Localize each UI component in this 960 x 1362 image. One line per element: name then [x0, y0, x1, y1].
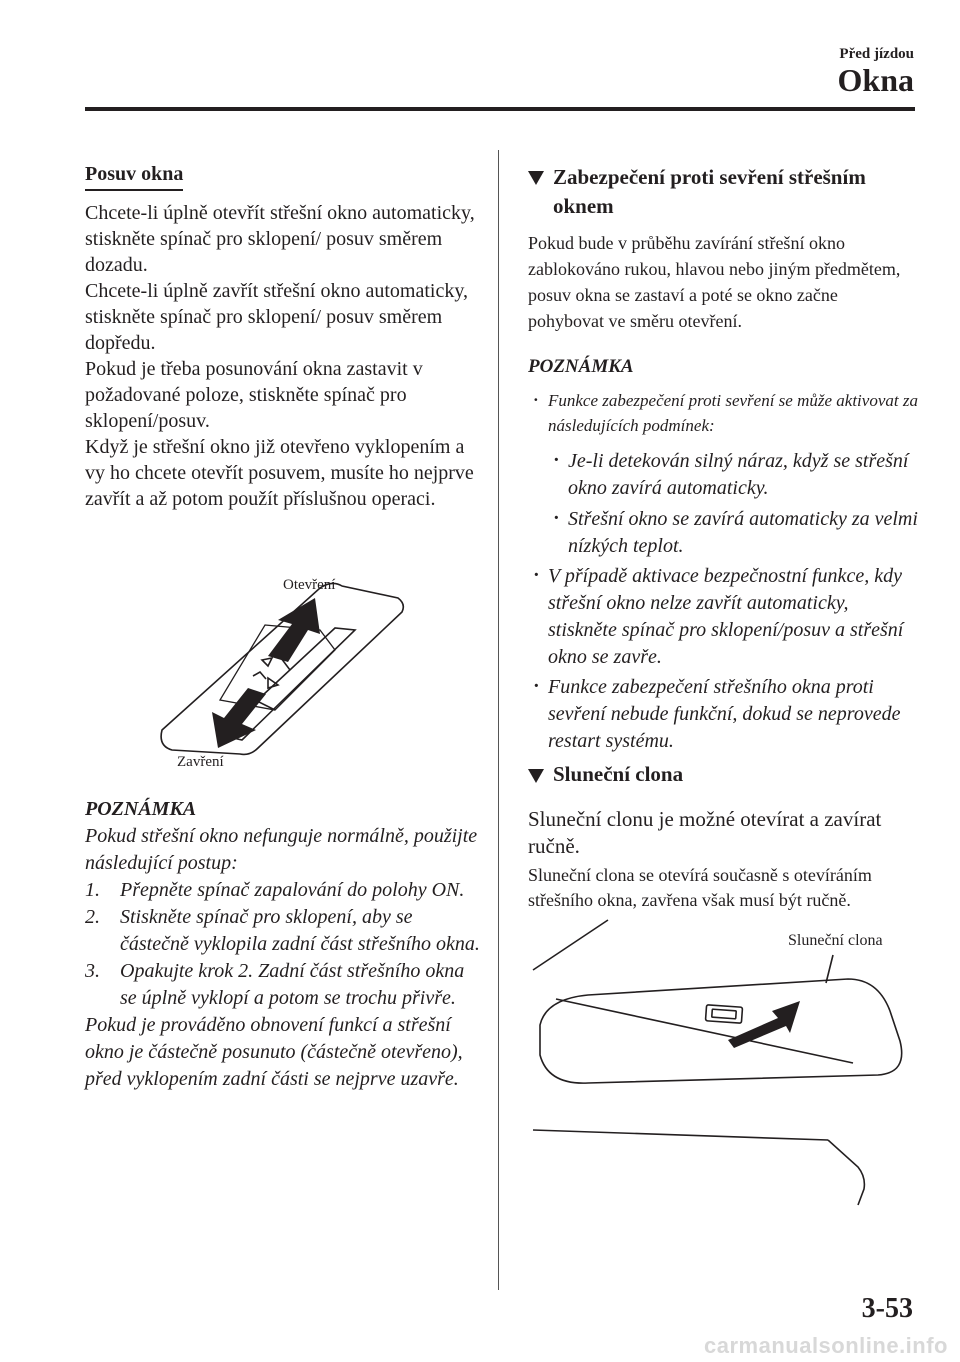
section-heading-sunshade: Sluneční clona: [528, 762, 683, 787]
left-body-text: [85, 200, 485, 512]
small-triangle-icon: [262, 658, 272, 666]
console-line: [533, 1130, 828, 1140]
sunshade-handle-inner: [712, 1009, 736, 1019]
note-manual-reset: [85, 796, 485, 1093]
paragraph-stop: Pokud je třeba posunování okna zastavit v požadované poloze, stiskněte spínač pro sklopení/posuv.: [85, 358, 423, 432]
open-arrow-icon: [268, 598, 320, 662]
console-curve: [828, 1140, 864, 1205]
figure-label-open: Otevření: [283, 577, 336, 593]
anti-pinch-paragraph: Pokud bude v průběhu zavírání střešní okno zablokováno rukou, hlavou nebo jiným předmětem, posuv okna se zastaví a poté se okno začne pohybovat ve směru otevření.: [528, 233, 901, 331]
section-heading-anti-pinch: Zabezpečení proti sevření střešním oknem: [528, 163, 918, 221]
figure-label-sunshade: Sluneční clona: [788, 932, 883, 949]
tilt-symbol-icon: [268, 678, 278, 688]
sub-bullet-item: · Je-li detekován silný náraz, když se střešní okno zavírá automaticky.: [548, 448, 918, 502]
running-header-section: Před jízdou: [839, 46, 914, 62]
bullet-item: · Funkce zabezpečení proti sevření se může aktivovat za následujících podmínek:: [528, 388, 918, 438]
running-header-title: Okna: [837, 62, 914, 98]
paragraph-open: Chcete-li úplně otevřít střešní okno automaticky, stiskněte spínač pro sklopení/ posuv směrem dozadu.: [85, 202, 475, 276]
note-step: 1. Přepněte spínač zapalování do polohy ON.: [85, 879, 465, 901]
figure-label-close: Zavření: [177, 754, 224, 770]
header-rule: [85, 107, 915, 111]
switch-panel-outline: [161, 583, 403, 754]
triangle-marker-icon: [528, 171, 544, 185]
note-intro: Pokud střešní okno nefunguje normálně, použijte následující postup:: [85, 825, 478, 874]
page-number: 3-53: [861, 1293, 913, 1324]
note-anti-pinch: [528, 353, 918, 755]
label-leader-line: [826, 955, 833, 983]
note-step: 3. Opakujte krok 2. Zadní část střešního okna se úplně vyklopí a potom se trochu přivře.: [85, 960, 465, 1009]
sunshade-paragraph: Sluneční clonu je možné otevírat a zavírat ručně.: [528, 807, 882, 858]
bullet-item: · Funkce zabezpečení střešního okna proti sevření nebude funkční, dokud se neprovede restart systému.: [528, 674, 918, 755]
sub-bullet-item: · Střešní okno se zavírá automaticky za velmi nízkých teplot.: [548, 506, 918, 560]
note-outro: Pokud je prováděno obnovení funkcí a střešní okno je částečně posunuto (částečně otevřeno), před vyklopením zadní části se nejprve uzavře.: [85, 1014, 463, 1090]
note-title: POZNÁMKA: [528, 356, 634, 377]
slide-arrow-icon: [728, 1001, 800, 1048]
sunroof-switch-illustration: [150, 580, 420, 760]
roof-symbol-icon: [253, 672, 266, 679]
note-title: POZNÁMKA: [85, 798, 197, 820]
headliner-outline: [540, 979, 902, 1083]
switch-body: [220, 625, 335, 710]
sunshade-handle: [705, 1005, 742, 1023]
roof-line-top: [533, 920, 608, 970]
column-divider: [498, 150, 499, 1290]
subheading-posuv-okna: Posuv okna: [85, 163, 183, 191]
sunshade-edge-line: [556, 999, 853, 1063]
paragraph-close: Chcete-li úplně zavřít střešní okno automaticky, stiskněte spínač pro sklopení/ posuv směrem dopředu.: [85, 280, 469, 354]
bullet-item: · V případě aktivace bezpečnostní funkce, kdy střešní okno nelze zavřít automaticky, stiskněte spínač pro sklopení/posuv a střešní okno se zavře.: [528, 563, 918, 671]
note-step: 2. Stiskněte spínač pro sklopení, aby se částečně vyklopila zadní část střešního okna.: [85, 906, 480, 955]
note-steps: [85, 877, 485, 1012]
sunshade-illustration: [528, 915, 918, 1210]
triangle-marker-icon: [528, 769, 544, 783]
watermark: carmanualsonline.info: [704, 1333, 948, 1358]
paragraph-tilt: Když je střešní okno již otevřeno vyklopením a vy ho chcete otevřít posuvem, musíte ho nejprve zavřít a až potom použít příslušnou operaci.: [85, 436, 474, 510]
sunshade-small-paragraph: Sluneční clona se otevírá současně s otevíráním střešního okna, zavřena však musí být ručně.: [528, 865, 872, 910]
